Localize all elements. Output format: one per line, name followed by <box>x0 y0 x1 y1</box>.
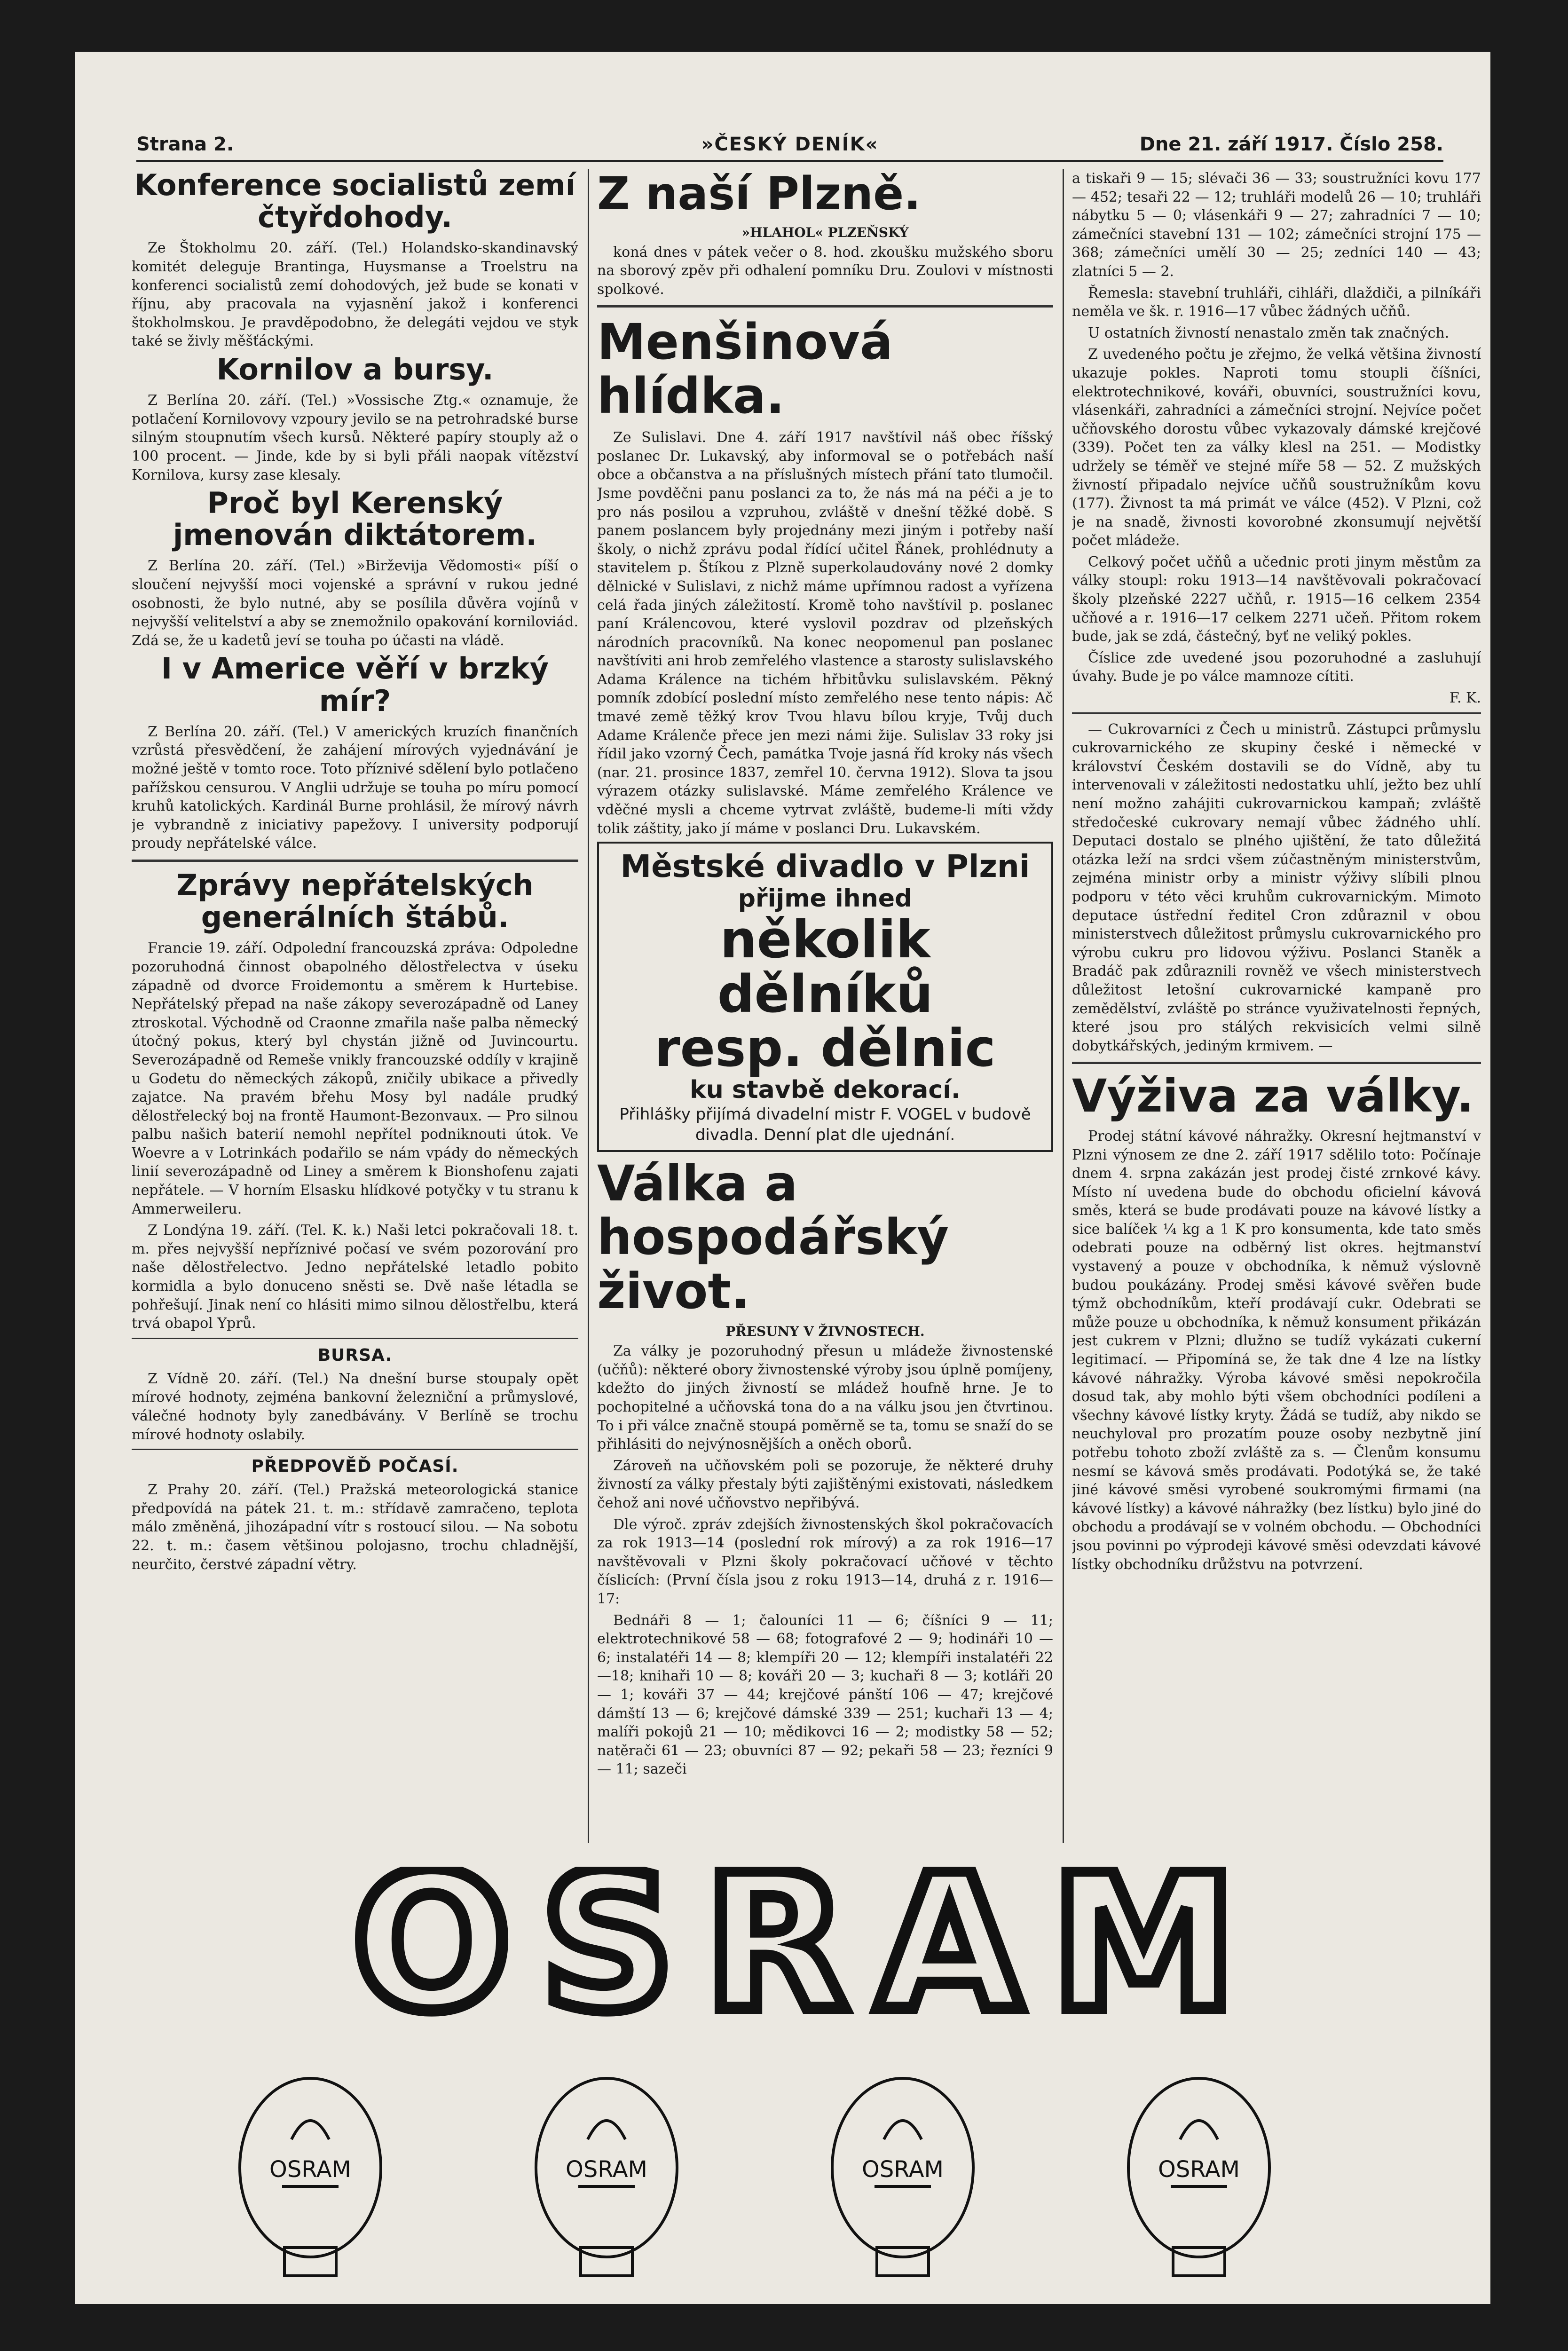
section-headline: Výživa za války. <box>1072 1070 1474 1123</box>
article-text: Zároveň na učňovském poli se pozoruje, že některé druhy živností za války přestaly býti zajištěnými existovati, následkem čehož ani nové učňovstvo nepřibývá. <box>597 1457 1053 1512</box>
ad-line: přijme ihned <box>738 884 913 913</box>
section-rule <box>597 305 1053 308</box>
article-text: Z Vídně 20. září. (Tel.) Na dnešní burse stoupaly opět mírové hodnoty, zejména bankovní železniční a průmyslové, válečné hodnoty byly zanedbávány. V Berlíně se trochu mírové hodnoty oslabily. <box>132 1370 578 1443</box>
section-headline: Válka a hospodářský život. <box>597 1155 949 1320</box>
article-text: koná dnes v pátek večer o 8. hod. zkoušku mužského sboru na sborový zpěv při odhalení pomníku Dru. Zoulovi v místnosti spolkové. <box>597 244 1053 298</box>
svg-text:OSRAM: OSRAM <box>566 2156 647 2183</box>
ad-line: Městské divadlo v Plzni <box>620 848 1030 885</box>
signature: F. K. <box>1449 690 1481 707</box>
svg-text:OSRAM: OSRAM <box>1158 2156 1240 2183</box>
article-text: Francie 19. září. Odpolední francouzská zpráva: Odpoledne pozoruhodná činnost obapolného dělostřelectva v úseku západně od dvorce Froidemontu a směrem k Hurtebise. Nepřátelský přepad na naše zákopy severozápadně od Laney ztroskotal. Východně od Craonne zmařila naše palba německý útočný pokus, který byl chystán jižně od Juvincourtu. Severozápadně od Remeše vnikly francouzské oddíly v krajině u Godetu do německých zákopů, zničily ubikace a přivedly zajatce. Na pravém břehu Mosy byl nadále prudký dělostřelecký boj na frontě Haumont-Bezonvaux. — Pro silnou palbu našich baterií nemohl nepřítel podniknouti útok. Ve Woevre a v Lotrinkách podařilo se nám vpády do německých linií severozápadně od Liney a směrem k Bionshofenu zajati nepřátele. — V horním Elsasku hlídkové potyčky v tu stranu k Ammerweileru. <box>132 940 578 1217</box>
column-3 <box>1072 169 1481 1862</box>
page-header <box>136 118 1443 162</box>
osram-logo-illustration <box>132 1867 1486 2290</box>
osram-brand: OSRAM <box>352 1867 1266 2052</box>
article-headline: Kornilov a bursy. <box>216 352 494 387</box>
column-2 <box>597 169 1053 1862</box>
article-text: Z Berlína 20. září. (Tel.) »Birževija Vědomosti« píší o sloučení nejvyšší moci vojenské a správní v rukou jedné osobnosti, že bylo nutné, aby se posílila důvěra vojínů v nejvyšší velitelství a aby se znemožnilo opakování korniloviád. Zdá se, že u kadetů jeví se touha po účasti na vládě. <box>132 558 578 649</box>
article-text: Za války je pozoruhodný přesun u mládeže živnostenské (učňů): některé obory živnostenské výroby jsou úplně pomíjeny, kdežto do jiných živností se mládež houfně hrne. Je to pochopitelné a učňovská tona do a na válku jsou jen čtvrtinou. To i při válce značně stoupá poměrně se ta, tomu se snaží do se přihlásiti do nejvýnosnějších a oněch oborů. <box>597 1343 1053 1453</box>
article-headline: Proč byl Kerenský jmenován diktátorem. <box>173 486 537 552</box>
article-text: Z uvedeného počtu je zřejmo, že velká většina živností ukazuje pokles. Naproti tomu stoupli číšníci, elektrotechnikové, kováři, obuvníci, soustružníci kovu, vlásenkáři, zahradníci a zámečníci strojní. Nejvíce počet učňovského dorostu vůbec vykazovaly dámské krejčové (339). Počet ten za války klesl na 251. — Modistky udržely se téměř ve stejné míře 58 — 52. Z mužských živností připadalo nejvíce učňů soustružníkům kovu (177). Živnost ta má primát ve válce (452). V Plzni, což je na snadě, živnosti kovorobné zkonsumují největší počet mládeže. <box>1072 346 1481 549</box>
section-title: PŘEDPOVĚĎ POČASÍ. <box>251 1457 459 1476</box>
article-text: Z Berlína 20. září. (Tel.) V amerických kruzích finančních vzrůstá přesvědčení, že zahájení mírových vyjednávání je možné ještě v tomto roce. Toto příznivé sdělení bylo potlačeno pařížskou censurou. V Anglii udržuje se touha po míru pomocí kruhů katolických. Kardinál Burne prohlásil, že mírový návrh je vybrandně z iniciativy papežovy. I university podporují proudy nepřátelské válce. <box>132 723 578 852</box>
item-title: »HLAHOL« PLZEŇSKÝ <box>741 224 909 240</box>
section-rule <box>1072 712 1481 714</box>
article-text: Z Berlína 20. září. (Tel.) »Vossische Ztg.« oznamuje, že potlačení Kornilovovy vzpoury jevilo se na petrohradské burse silným stoupnutím všech kursů. Některé papíry stouply až o 100 procent. — Jinde, kde by si byli přáli naopak vítězství Kornilova, kursy zase klesaly. <box>132 392 578 483</box>
article-text: Dle výroč. zpráv zdejších živnostenských škol pokračovacích za rok 1913—14 (poslední rok mírový) a za rok 1916—17 navštěvovali v Plzni školy pokračovací učňové v těchto číslicích: (První čísla jsou z roku 1913—14, druhá z r. 1916—17: <box>597 1516 1053 1607</box>
article-text: Číslice zde uvedené jsou pozoruhodné a zasluhují úvahy. Bude je po válce mamnoze cítiti. <box>1072 649 1481 685</box>
column-divider <box>1063 169 1064 1843</box>
article-headline: I v Americe věří v brzký mír? <box>161 651 549 718</box>
article-text: a tiskaři 9 — 15; slévači 36 — 33; soustružníci kovu 177 — 452; tesaři 22 — 12; truhláři modelů 26 — 10; truhláři nábytku 5 — 0; vlásenkáři 9 — 27; zahradníci 7 — 10; zámečníci stavební 131 — 102; zámečníci strojní 175 — 368; zámečníci umělí 30 — 25; zedníci 140 — 43; zlatníci 5 — 2. <box>1072 170 1481 280</box>
section-headline: Menšinová hlídka. <box>597 313 893 425</box>
article-text: Prodej státní kávové náhražky. Okresní hejtmanství v Plzni výnosem ze dne 2. září 1917 sdělilo toto: Počínaje dnem 4. srpna zakázán jest prodej čisté zrnkové kávy. Místo ní uvedena bude do obchodu oficielní kávová směs, která se bude prodávati pouze na kávové lístky a sice balíček ¼ kg a 1 K pro konsumenta, kde tato směs odebrati pouze na odběrný list okres. hejtmanství vystavený a pouze v obchodníka, k němuž výslovně budou poukázány. Prodej směsi kávové svěřen bude týmž obchodníkům, kteří prodávají cukr. Odebrati se může pouze u obchodníka, k němuž konsument přikázán jest cukrem v Plzni; dlužno se tudíž vykázati cukerní legitimací. — Připomíná se, že tak dne 4 lze na lístky kávové náhražky. Výroba kávové směsi nepokročila dosud tak, aby mohlo býti všem obchodníci podíleni a všechny kávové lístky kryty. Žádá se tudíž, aby nikdo se neuchyloval pro prozatím pouze osoby nezbytně jiní potřebu tohoto zboží zvláště za s. — Členům konsumu nesmí se kávová směs prodávati. Podotýká se, že také jiné kávové směsi vyrobené soukromými firmami (na kávové lístky) a kávové náhražky (bez lístku) bylo jiné do obchodu a prodávají se v volném obchodu. — Obchodníci jsou povinni po výprodeji kávové směsi odevzdati kávové lístky obchodníku drůžstvu na potvrzení. <box>1072 1128 1481 1573</box>
ad-line: ku stavbě dekorací. <box>690 1075 961 1104</box>
svg-text:OSRAM: OSRAM <box>269 2156 351 2183</box>
article-text: — Cukrovarníci z Čech u ministrů. Zástupci průmyslu cukrovarnického ze skupiny české i německé v království Českém dostavili se do Vídně, aby tu intervenovali v záležitosti nedostatku uhlí, ježto bez uhlí není možno zahájiti cukrovarnickou kampaň; zvláště středočeské cukrovary nemají vůbec žádného uhlí. Deputaci dostalo se plného ujištění, že tato důležitá otázka leží na srdci všem zúčastněným ministerstvům, zejména ministr orby a ministr výživy slíbili plnou podporu v této věci kruhům cukrovarnickým. Mimoto deputace ústřední ředitel Cron zdůraznil v obou ministerstvech důležitost průmyslu cukrovarnického pro výrobu cukru pro lidovou výživu. Poslanci Staněk a Bradáč pak zdůraznili rovněž ve všech ministerstvech důležitost letošní cukrovarnické kampaně pro zemědělství, zvláště po stránce využivatelnosti řepných, které jsou pro stálých rekvisicích velmi silně dobytkářských, jediným krmivem. — <box>1072 721 1481 1054</box>
section-rule <box>132 1449 578 1450</box>
column-divider <box>588 169 589 1843</box>
article-text: Z Londýna 19. září. (Tel. K. k.) Naši letci pokračovali 18. t. m. přes nejvyšší nepříznivé počasí ve svém pozorování pro naše dělostřelectvo. Jedno nepřátelské letadlo pobito kormidla a bylo donuceno sněsti se. Dvě naše létadla se pohřešují. Jinak není co hlásiti mimo silnou dělostřelbu, která trvá obapol Yprů. <box>132 1222 578 1332</box>
item-title: PŘESUNY V ŽIVNOSTECH. <box>725 1324 925 1340</box>
article-headline: Konference socialistů zemí čtyřdohody. <box>134 169 575 235</box>
theatre-advertisement <box>597 842 1053 1152</box>
ad-line: několik dělníků <box>717 909 933 1024</box>
section-title: BURSA. <box>317 1345 393 1365</box>
masthead: »ČESKÝ DENÍK« <box>701 134 879 155</box>
article-text: Ze Sulislavi. Dne 4. září 1917 navštívil náš obec říšský poslanec Dr. Lukavský, aby informoval se o potřebách naší obce a občanstva a na příslušných místech přání tato tlumočil. Jsme povděčni panu poslanci za to, že nás má na péči a je to pro nás posilou a vzpruhou, zvláště v dnešní těžké době. S panem poslancem byly projednány mezi jiným i potřeby naší školy, o nichž zprávu podal řídící učitel Řánek, prohlédnuty a stavitelem p. Štíkou z Plzně superkolaudovány nové 2 domky dělnické v Sulislavi, z nichž máme upřímnou radost a vyřízena celá řada jiných záležitostí. Kromě toho navštívil p. poslanec paní Králencovou, které vyslovil pozdrav od plzeňských národních pracovníků. Na konec neopomenul pan poslanec navštíviti ani hrob zemřelého vlastence a starosty sulislavského Adama Králence na tichém hřbitůvku sulislavském. Pěkný pomník zdobící poslední místo zemřelého nese tento nápis: Ač tmavé země těžký krov Tvou hlavu bílou kryje, Tvůj duch Adame Králenče přece jen mezi námi žije. Sulislav 33 roky jsi řídil jako vzorný Čech, památka Tvoje jasná říd kroky nás všech (nar. 21. prosince 1837, zemřel 10. června 1912). Slova ta jsou výrazem otázky sulislavské. Máme zemřelého Králence ve vděčné mysli a chceme vytrvat zvláště, budeme-li míti vždy tolik záštity, jako jí máme v poslanci Dru. Lukavském. <box>597 429 1053 837</box>
section-headline: Z naší Plzně. <box>597 169 921 220</box>
section-rule <box>132 860 578 862</box>
article-text: Celkový počet učňů a učednic proti jinym městům za války stoupl: roku 1913—14 navštěvovali pokračovací školy plzeňské 2227 učňů, r. 1915—16 celkem 2354 učňové a r. 1916—17 celkem 2271 učeň. Přitom rokem bude, jak se zdá, částečný, byť ne veliký pokles. <box>1072 553 1481 645</box>
article-headline: Zprávy nepřátelských generálních štábů. <box>176 868 534 935</box>
issue-date: Dne 21. září 1917. Číslo 258. <box>1139 134 1443 155</box>
osram-advertisement <box>132 1867 1486 2290</box>
svg-text:OSRAM: OSRAM <box>862 2156 944 2183</box>
article-text: Ze Štokholmu 20. září. (Tel.) Holandsko-skandinavský komitét deleguje Brantinga, Huysmanse a Troelstru na konferenci socialistů zemí dohodových, jež bude se konati v říjnu, aby pracovala na vyjasnění jakož i konferenci štokholmskou. Je pravděpodobno, že delegáti vejdou ve styk také se živly měšťáckými. <box>132 240 578 350</box>
column-1 <box>132 169 578 1862</box>
article-text: Z Prahy 20. září. (Tel.) Pražská meteorologická stanice předpovídá na pátek 21. t. m.: střídavě zamračeno, teplota málo změněná, jihozápadní vítr s rostoucí silou. — Na sobotu 22. t. m.: časem většinou polojasno, trochu chladnější, neurčito, čerstvé západní větry. <box>132 1482 578 1573</box>
newspaper-page <box>75 52 1490 2304</box>
section-rule <box>1072 1062 1481 1064</box>
article-text: U ostatních živností nenastalo změn tak značných. <box>1088 324 1450 341</box>
page-number: Strana 2. <box>136 134 234 155</box>
article-text: Bednáři 8 — 1; čalouníci 11 — 6; číšníci 9 — 11; elektrotechnikové 58 — 68; fotografové 2 — 9; hodináři 10 — 6; instalatéři 14 — 8; klempíři 20 — 12; klempíři instalatéři 22—18; knihaři 10 — 8; kováři 20 — 3; kuchaři 8 — 3; kotláři 20 — 1; kováři 37 — 44; krejčové pánští 106 — 47; krejčové dámští 13 — 6; krejčové dámské 339 — 251; kuchaři 13 — 4; malíři pokojů 21 — 10; mědikovci 16 — 2; modistky 58 — 52; natěrači 61 — 23; obuvníci 87 — 92; pekaři 58 — 23; řezníci 9 — 11; sazeči <box>597 1612 1053 1778</box>
ad-line: Přihlášky přijímá divadelní mistr F. VOGEL v budově divadla. Denní plat dle ujednání. <box>619 1104 1031 1144</box>
ad-line: resp. dělnic <box>654 1018 996 1079</box>
section-rule <box>132 1338 578 1339</box>
article-text: Řemesla: stavební truhláři, cihláři, dlaždiči, a pilníkáři neměla ve šk. r. 1916—17 vůbec žádných učňů. <box>1072 284 1481 320</box>
